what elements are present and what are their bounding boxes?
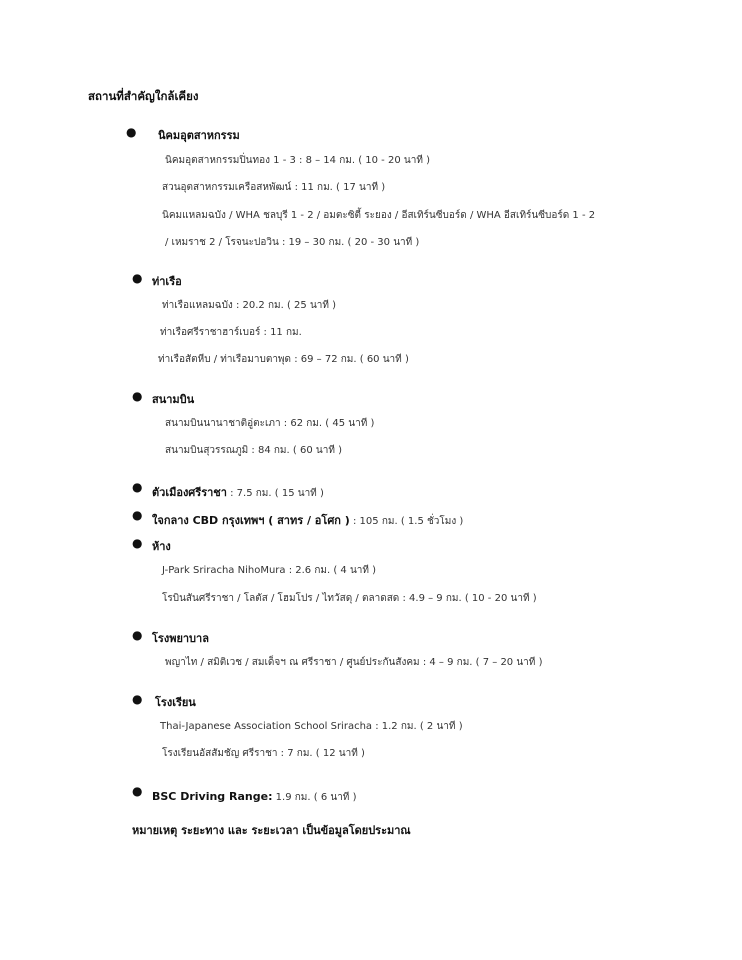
cbd-value: : 105 กม. ( 1.5 ชั่วโมง ): [349, 516, 464, 527]
heading-golf: BSC Driving Range:: [152, 790, 273, 803]
bullet-port: ●: [132, 271, 143, 285]
port-line-3: ท่าเรือสัตหีบ / ท่าเรือมาบตาพุด : 69 – 72 กม. ( 60 นาที ): [158, 354, 409, 365]
industrial-line-4: / เหมราช 2 / โรจนะปอวิน : 19 – 30 กม. ( 20 - 30 นาที ): [165, 237, 420, 248]
industrial-line-3: นิคมแหลมฉบัง / WHA ชลบุรี 1 - 2 / อมตะซิตี้ ระยอง / อีสเทิร์นซีบอร์ด / WHA อีสเทิร์นซีบอร์ด 1 - 2: [162, 210, 596, 221]
heading-city: ตัวเมืองศรีราชา: [152, 486, 227, 499]
bullet-industrial: ●: [126, 125, 137, 139]
hospital-line-1: พญาไท / สมิติเวช / สมเด็จฯ ณ ศรีราชา / ศูนย์ประกันสังคม : 4 – 9 กม. ( 7 – 20 นาที ): [165, 657, 543, 668]
industrial-line-1: นิคมอุตสาหกรรมปิ่นทอง 1 - 3 : 8 – 14 กม. ( 10 - 20 นาที ): [165, 155, 430, 166]
bullet-airport: ●: [132, 389, 143, 403]
heading-cbd: ใจกลาง CBD กรุงเทพฯ ( สาทร / อโศก ): [152, 514, 350, 527]
bullet-city: ●: [132, 480, 143, 494]
cbd-row: [152, 509, 463, 529]
bullet-school: ●: [132, 692, 143, 706]
port-line-1: ท่าเรือแหลมฉบัง : 20.2 กม. ( 25 นาที ): [162, 300, 337, 311]
mall-line-1: J-Park Sriracha NihoMura : 2.6 กม. ( 4 นาที ): [162, 565, 377, 576]
note: หมายเหตุ ระยะทาง และ ระยะเวลา เป็นข้อมูลโดยประมาณ: [132, 824, 411, 837]
port-line-2: ท่าเรือศรีราชาฮาร์เบอร์ : 11 กม.: [160, 327, 302, 338]
heading-port: ท่าเรือ: [152, 275, 182, 288]
bullet-golf: ●: [132, 784, 143, 798]
heading-industrial: นิคมอุตสาหกรรม: [158, 129, 240, 142]
heading-airport: สนามบิน: [152, 393, 195, 406]
bullet-hospital: ●: [132, 628, 143, 642]
mall-line-2: โรบินสันศรีราชา / โลตัส / โฮมโปร / ไทวัสดุ / ตลาดสด : 4.9 – 9 กม. ( 10 - 20 นาที ): [162, 593, 537, 604]
page-title: สถานที่สำคัญใกล้เคียง: [88, 89, 199, 103]
bullet-mall: ●: [132, 536, 143, 550]
school-line-1: Thai-Japanese Association School Sriracha : 1.2 กม. ( 2 นาที ): [160, 721, 463, 732]
airport-line-2: สนามบินสุวรรณภูมิ : 84 กม. ( 60 นาที ): [165, 445, 342, 456]
bullet-cbd: ●: [132, 508, 143, 522]
city-value: : 7.5 กม. ( 15 นาที ): [226, 488, 324, 499]
heading-school: โรงเรียน: [155, 696, 196, 709]
heading-mall: ห้าง: [152, 540, 171, 553]
heading-hospital: โรงพยาบาล: [152, 632, 209, 645]
industrial-line-2: สวนอุตสาหกรรมเครือสหพัฒน์ : 11 กม. ( 17 นาที ): [162, 182, 386, 193]
school-line-2: โรงเรียนอัสสัมชัญ ศรีราชา : 7 กม. ( 12 นาที ): [162, 748, 365, 759]
golf-row: [152, 785, 356, 805]
city-row: [152, 481, 324, 501]
golf-value: 1.9 กม. ( 6 นาที ): [272, 792, 357, 803]
airport-line-1: สนามบินนานาชาติอู่ตะเภา : 62 กม. ( 45 นาที ): [165, 418, 375, 429]
